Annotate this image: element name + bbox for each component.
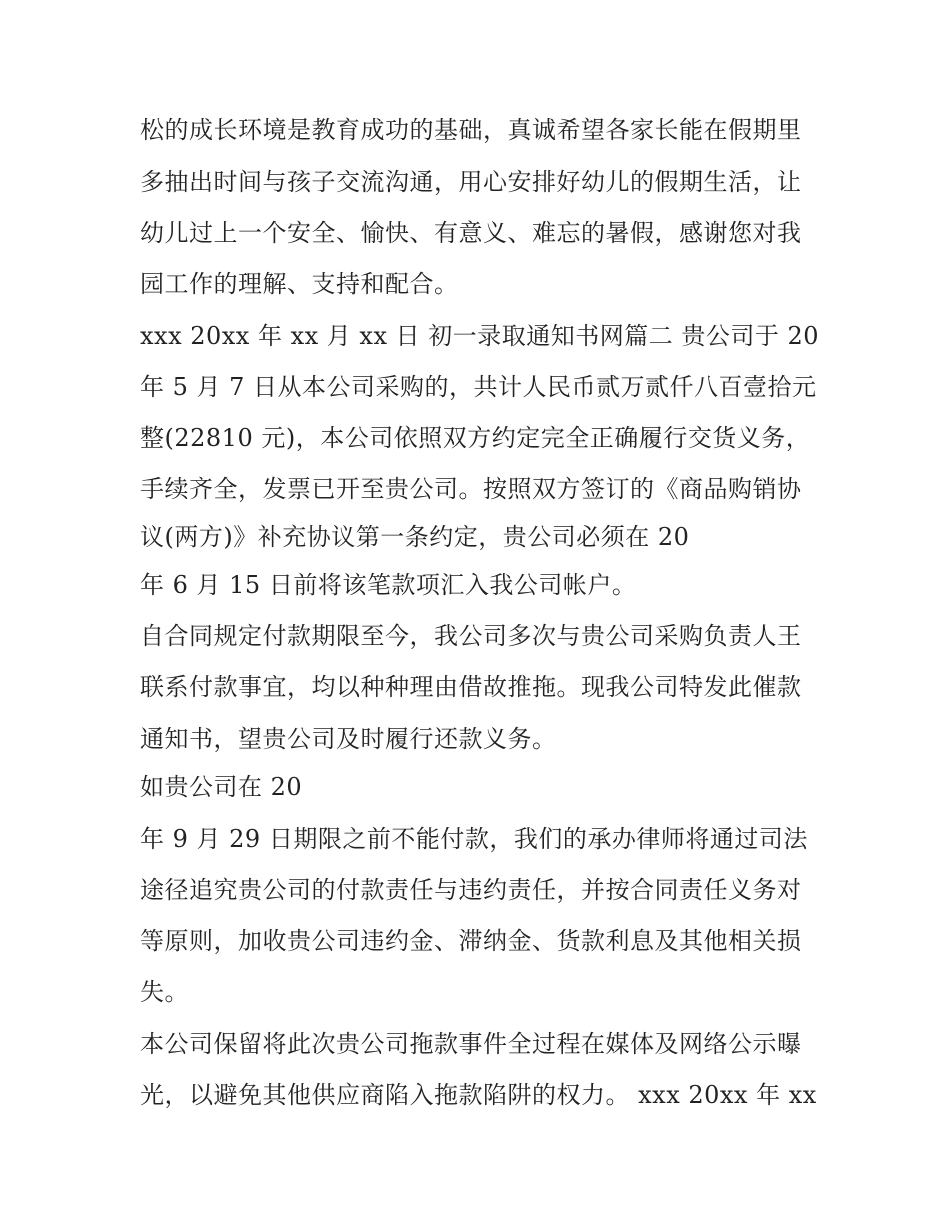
text-line: 整(22810 元)，本公司依照双方约定完全正确履行交货义务， (140, 424, 811, 452)
text-line: 联系付款事宜，均以种种理由借故推拖。现我公司特发此催款 (140, 673, 802, 701)
text-line: 年 6 月 15 日前将该笔款项汇入我公司帐户。 (140, 571, 637, 599)
text-line: xxx 20xx 年 xx 月 xx 日 初一录取通知书网篇二 贵公司于 20 (140, 322, 820, 350)
text-line: 如贵公司在 20 (140, 773, 303, 801)
text-line: 园工作的理解、支持和配合。 (140, 270, 459, 298)
text-line: 等原则，加收贵公司违约金、滞纳金、货款利息及其他相关损 (140, 927, 802, 955)
text-line: 手续齐全，发票已开至贵公司。按照双方签订的《商品购销协 (140, 475, 802, 503)
text-line: 失。 (140, 978, 189, 1006)
text-line: 多抽出时间与孩子交流沟通，用心安排好幼儿的假期生活，让 (140, 168, 802, 196)
text-line: 光，以避免其他供应商陷入拖款陷阱的权力。 xxx 20xx 年 xx (140, 1081, 817, 1109)
text-line: 议(两方)》补充协议第一条约定，贵公司必须在 20 (140, 523, 690, 551)
text-line: 松的成长环境是教育成功的基础，真诚希望各家长能在假期里 (140, 116, 802, 144)
text-line: 途径追究贵公司的付款责任与违约责任，并按合同责任义务对 (140, 876, 802, 904)
text-line: 幼儿过上一个安全、愉快、有意义、难忘的暑假，感谢您对我 (140, 219, 802, 247)
text-line: 年 9 月 29 日期限之前不能付款，我们的承办律师将通过司法 (140, 825, 808, 853)
text-line: 年 5 月 7 日从本公司采购的，共计人民币贰万贰仟八百壹拾元 (140, 373, 817, 401)
text-line: 自合同规定付款期限至今，我公司多次与贵公司采购负责人王 (140, 622, 802, 650)
text-line: 本公司保留将此次贵公司拖款事件全过程在媒体及网络公示曝 (140, 1030, 802, 1058)
text-line: 通知书，望贵公司及时履行还款义务。 (140, 725, 557, 753)
